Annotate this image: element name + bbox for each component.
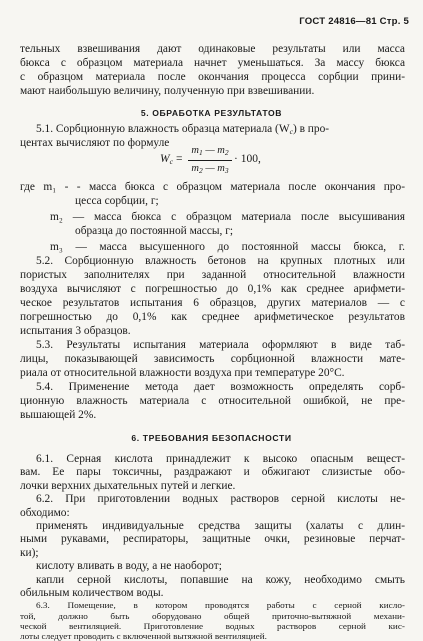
intro-line: тельных взвешивания дают одинаковые результаты или масса	[20, 43, 405, 55]
section-6-heading: 6. ТРЕБОВАНИЯ БЕЗОПАСНОСТИ	[131, 433, 292, 443]
paragraph-6-3-line: той, должно быть оборудовано общей приточно-вытяжной механи-	[20, 610, 405, 621]
paragraph-6-2c-line: обильным количеством воды.	[20, 587, 164, 599]
paragraph-6-3-line: ческой вентиляцией. Приготовление водных растворов серной кис-	[20, 621, 405, 631]
formula-numerator: $m_1$ — $m_2$	[191, 145, 229, 157]
paragraph-5-3-line: лицы, показывающей зависимость сорбционной влажности мате-	[20, 353, 405, 365]
paragraph-5-1-tail: ) в про-	[292, 123, 330, 135]
where-line: m₃ — масса высушенного до постоянной массы бюкса, г.	[50, 241, 405, 253]
paragraph-5-2-line: пористых заполнителях при заданной относительной влажности	[20, 269, 405, 281]
formula-lhs: $W_c$	[160, 153, 173, 166]
paragraph-5-4-line: 5.4. Применение метода дает возможность определять сорб-	[36, 381, 405, 393]
paragraph-5-4-line: ционную влажность материала с относительной ошибкой, не пре-	[20, 395, 405, 407]
intro-line: с образцом материала после окончания процесса сорбции прини-	[20, 71, 405, 83]
paragraph-6-2a-line: применять индивидуальные средства защиты (халаты с длин-	[36, 520, 405, 532]
sorption-formula	[160, 144, 310, 176]
paragraph-6-1-line: 6.1. Серная кислота принадлежит к высоко опасным вещест-	[36, 453, 405, 465]
formula-denominator: $m_2$ — $m_3$	[191, 163, 229, 175]
wc-subscript: c	[289, 127, 293, 136]
paragraph-6-2-line: обходимо:	[20, 506, 70, 519]
where-line: образца до постоянной массы, г;	[75, 225, 234, 237]
paragraph-6-2-line: 6.2. При приготовлении водных растворов серной кислоты не-	[36, 493, 405, 506]
paragraph-5-4-line: вышающей 2%.	[20, 409, 97, 421]
intro-line: мают наибольшую величину, полученную при взвешивании.	[20, 85, 315, 97]
paragraph-5-1-text: 5.1. Сорбционную влажность образца материала (W	[36, 123, 290, 135]
paragraph-5-3-line: 5.3. Результаты испытания материала оформляют в виде таб-	[36, 339, 405, 351]
paragraph-6-2a-line: ки);	[20, 546, 39, 559]
page-header: ГОСТ 24816—81 Стр. 5	[299, 16, 409, 27]
paragraph-5-3-line: риала от относительной влажности воздуха при температуре 20°С.	[20, 367, 345, 379]
paragraph-6-3-line: 6.3. Помещение, в котором проводятся работы с серной кисло-	[36, 600, 405, 611]
paragraph-5-2-line: испытания 3 образцов.	[20, 325, 131, 337]
where-line: m₂ — масса бюкса с образцом материала после высушивания	[50, 211, 405, 223]
fraction-bar	[188, 160, 232, 161]
paragraph-5-2-line: погрешностью до 0,1% как среднее арифметическое результатов	[20, 311, 405, 323]
paragraph-6-2c-line: капли серной кислоты, попавшие на кожу, необходимо смыть	[36, 573, 405, 586]
formula-equals: =	[176, 153, 183, 165]
paragraph-6-1-line: вам. Ее пары токсичны, раздражают и обжигают слизистые обо-	[20, 466, 405, 479]
paragraph-5-2-line: ческое результатов испытания 6 образцов, других материалов — с	[20, 297, 405, 309]
paragraph-6-3-line: лоты следует проводить с включенной вытяжной вентиляцией.	[20, 631, 267, 641]
where-line: где m₁ - - масса бюкса с образцом материала после окончания про-	[20, 181, 405, 193]
formula-multiplier: · 100,	[234, 153, 261, 165]
where-line: цесса сорбции, г;	[75, 195, 159, 207]
paragraph-5-2-line: воздуха вычисляют с погрешностью до 0,1% как среднее арифмети-	[20, 283, 405, 295]
formula-fraction	[188, 144, 232, 177]
paragraph-6-1-line: лочки верхних дыхательных путей и легкие.	[20, 479, 236, 492]
paragraph-5-2-line: 5.2. Сорбционную влажность бетонов на крупных плотных или	[36, 255, 405, 267]
paragraph-6-2b-line: кислоту вливать в воду, а не наоборот;	[36, 560, 222, 573]
paragraph-6-2a-line: ными рукавами, респираторы, защитные очки, резиновые перчат-	[20, 533, 405, 546]
paragraph-5-1-line: центах вычисляют по формуле	[20, 137, 170, 149]
intro-line: бюкса с образцом материала начнет уменьшаться. За массу бюкса	[20, 57, 405, 69]
section-5-heading: 5. ОБРАБОТКА РЕЗУЛЬТАТОВ	[140, 108, 283, 118]
